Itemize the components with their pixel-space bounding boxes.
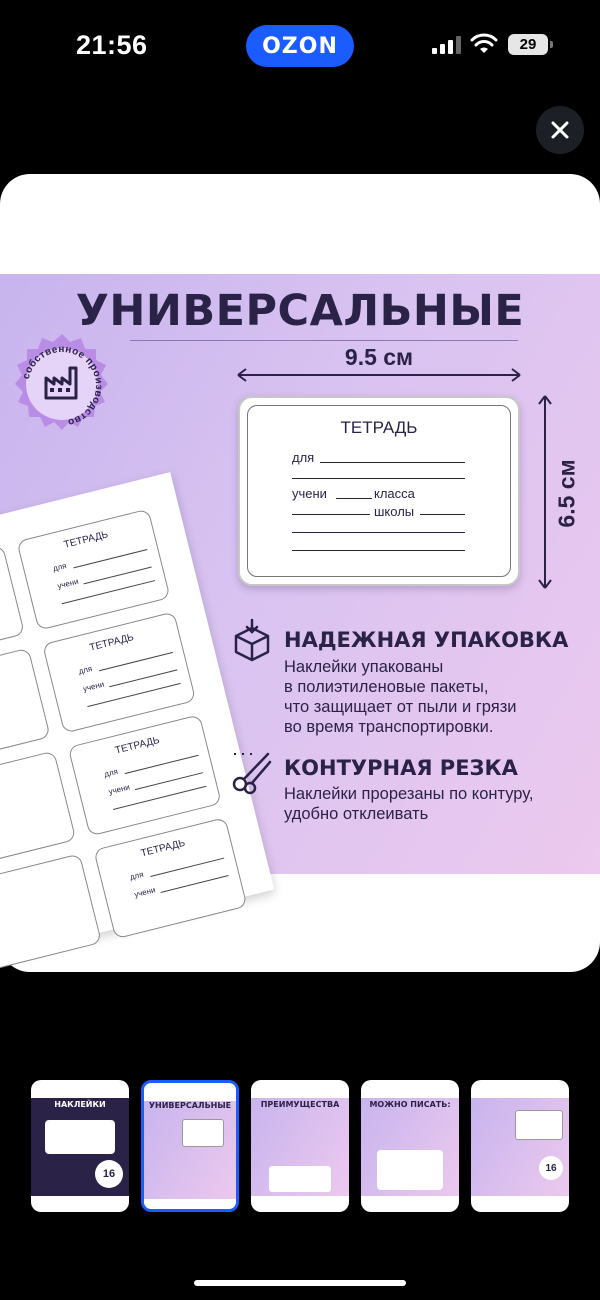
mini-sticker: ТЕТРАДЬ для учени bbox=[42, 611, 196, 733]
wifi-icon bbox=[470, 33, 498, 55]
box-icon bbox=[230, 618, 274, 662]
thumbnail-count-badge: 16 bbox=[539, 1156, 563, 1180]
thumbnail-count-badge: 16 bbox=[95, 1160, 123, 1188]
label-student: учени bbox=[292, 486, 327, 501]
label-school: школы bbox=[374, 504, 415, 519]
close-button[interactable] bbox=[536, 106, 584, 154]
label-title: ТЕТРАДЬ bbox=[340, 418, 418, 437]
thumbnail-title: ПРЕИМУЩЕСТВА bbox=[260, 1100, 340, 1109]
scissors-icon bbox=[230, 750, 274, 794]
title-divider bbox=[130, 340, 518, 341]
label-grade: класса bbox=[374, 486, 415, 501]
mini-sticker: ТЕТРАДЬ для учени bbox=[68, 714, 222, 836]
label-line bbox=[292, 532, 465, 533]
home-indicator[interactable] bbox=[194, 1280, 406, 1286]
thumbnail-title: УНИВЕРСАЛЬНЫЕ bbox=[148, 1101, 232, 1110]
label-for: для bbox=[292, 450, 315, 465]
width-dimension: 9.5 см bbox=[344, 344, 414, 370]
battery-icon: 29 bbox=[508, 34, 548, 55]
mini-sticker bbox=[0, 648, 51, 770]
thumbnail-4[interactable] bbox=[361, 1080, 459, 1212]
thumbnail-title: НАКЛЕЙКИ bbox=[54, 1100, 106, 1109]
badge-caption bbox=[8, 332, 116, 440]
status-bar bbox=[0, 0, 600, 92]
width-arrow-icon bbox=[234, 366, 524, 384]
label-line bbox=[292, 514, 370, 515]
height-dimension: 6.5 см bbox=[553, 458, 580, 528]
thumbnail-title: МОЖНО ПИСАТЬ: bbox=[369, 1100, 451, 1109]
sticker-sheet bbox=[0, 472, 274, 969]
label-line bbox=[420, 514, 465, 515]
mini-sticker: ТЕТРАДЬ для учени bbox=[93, 817, 247, 939]
ozon-app-badge[interactable]: OZON bbox=[246, 25, 354, 67]
thumbnail-2[interactable] bbox=[141, 1080, 239, 1212]
label-line bbox=[336, 498, 372, 499]
own-production-badge bbox=[8, 332, 116, 440]
label-line bbox=[320, 462, 465, 463]
image-thumbnails bbox=[0, 1080, 600, 1212]
label-line bbox=[292, 478, 465, 479]
status-time: 21:56 bbox=[76, 30, 148, 60]
product-image bbox=[0, 274, 600, 900]
banner-title: УНИВЕРСАЛЬНЫЕ bbox=[75, 286, 525, 336]
feature-title-cutting: КОНТУРНАЯ РЕЗКА bbox=[284, 756, 518, 780]
product-image-card[interactable] bbox=[0, 174, 600, 972]
close-icon bbox=[551, 121, 569, 139]
label-preview bbox=[238, 396, 520, 586]
thumbnail-5[interactable] bbox=[471, 1080, 569, 1212]
thumbnail-1[interactable] bbox=[31, 1080, 129, 1212]
label-line bbox=[292, 550, 465, 551]
mini-sticker bbox=[0, 751, 76, 873]
mini-sticker: ТЕТРАДЬ для учени bbox=[16, 509, 170, 631]
mini-sticker bbox=[0, 853, 102, 975]
svg-text:собственное производство: собственное производство bbox=[20, 343, 105, 428]
feature-text-cutting: Наклейки прорезаны по контуру, удобно отклеивать bbox=[284, 785, 534, 823]
thumbnail-3[interactable] bbox=[251, 1080, 349, 1212]
cellular-signal-icon bbox=[432, 36, 462, 54]
feature-text-packaging: Наклейки упакованы в полиэтиленовые пакеты, что защищает от пыли и грязи во время транспортировки. bbox=[284, 658, 517, 736]
feature-title-packaging: НАДЕЖНАЯ УПАКОВКА bbox=[284, 628, 569, 652]
